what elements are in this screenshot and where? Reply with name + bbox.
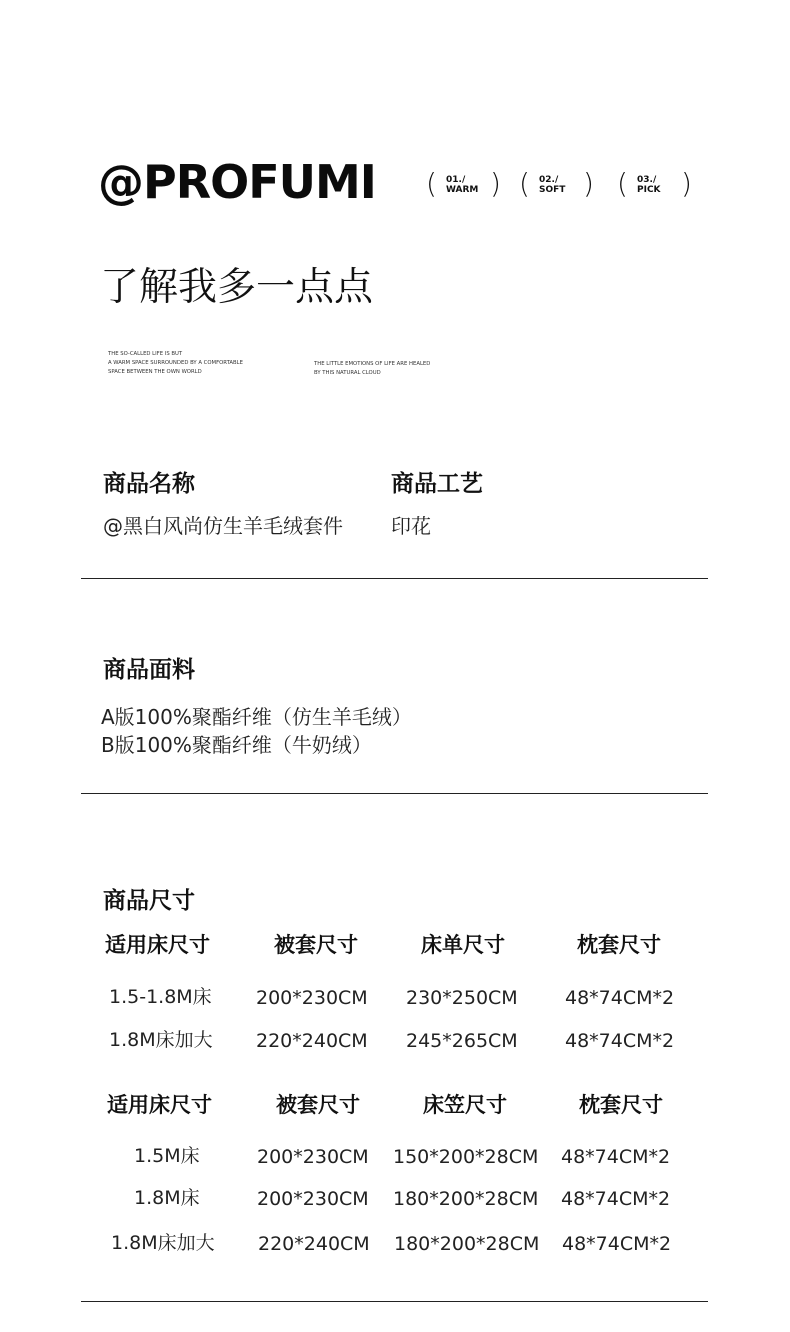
right-bracket: ): [490, 167, 501, 200]
table-cell: 1.5M床: [134, 1145, 200, 1167]
table-cell: 180*200*28CM: [394, 1233, 540, 1255]
table-cell: 200*230CM: [257, 1146, 369, 1168]
product-craft-value: 印花: [391, 514, 431, 538]
size-label: 商品尺寸: [103, 888, 195, 914]
divider: [81, 1301, 708, 1302]
table-header: 适用床尺寸: [105, 933, 210, 957]
product-name-value: @黑白风尚仿生羊毛绒套件: [103, 514, 343, 538]
right-bracket: ): [681, 167, 692, 200]
left-bracket: (: [426, 167, 437, 200]
table-cell: 220*240CM: [256, 1030, 368, 1052]
table-header: 适用床尺寸: [107, 1093, 212, 1117]
table-cell: 1.8M床加大: [111, 1232, 215, 1254]
tagline-right: THE LITTLE EMOTIONS OF LIFE ARE HEALED BY THIS NATURAL CLOUD: [314, 361, 431, 376]
fabric-line-a: A版100%聚酯纤维（仿生羊毛绒）: [101, 705, 412, 729]
table-cell: 48*74CM*2: [561, 1146, 671, 1168]
table-cell: 200*230CM: [257, 1188, 369, 1210]
fabric-label: 商品面料: [103, 657, 195, 683]
tag-label: 01./ WARM: [446, 175, 479, 195]
tag-soft: [519, 168, 593, 202]
tag-label: 02./ SOFT: [539, 175, 566, 195]
table-cell: 220*240CM: [258, 1233, 370, 1255]
tagline-left: THE SO-CALLED LIFE IS BUT A WARM SPACE SURROUNDED BY A COMFORTABLE SPACE BETWEEN THE OWN WORLD: [108, 351, 243, 375]
table-cell: 1.8M床: [134, 1187, 200, 1209]
table-cell: 48*74CM*2: [565, 987, 675, 1009]
product-name-label: 商品名称: [103, 471, 195, 497]
table-cell: 48*74CM*2: [565, 1030, 675, 1052]
table-cell: 245*265CM: [406, 1030, 518, 1052]
table-cell: 200*230CM: [256, 987, 368, 1009]
right-bracket: ): [583, 167, 594, 200]
table-header: 床笠尺寸: [423, 1093, 507, 1117]
table-header: 枕套尺寸: [577, 933, 661, 957]
tag-pick: [617, 168, 691, 202]
divider: [81, 578, 708, 579]
tag-label: 03./ PICK: [637, 175, 661, 195]
left-bracket: (: [617, 167, 628, 200]
table-header: 床单尺寸: [421, 933, 505, 957]
table-cell: 150*200*28CM: [393, 1146, 539, 1168]
brand-logo-text: @PROFUMI: [98, 155, 376, 209]
table-cell: 180*200*28CM: [393, 1188, 539, 1210]
table-header: 被套尺寸: [274, 933, 358, 957]
table-header: 枕套尺寸: [579, 1093, 663, 1117]
left-bracket: (: [519, 167, 530, 200]
product-craft-label: 商品工艺: [391, 471, 483, 497]
divider: [81, 793, 708, 794]
table-cell: 48*74CM*2: [562, 1233, 672, 1255]
headline: 了解我多一点点: [100, 265, 374, 310]
fabric-line-b: B版100%聚酯纤维（牛奶绒）: [101, 733, 372, 757]
table-cell: 230*250CM: [406, 987, 518, 1009]
table-cell: 1.8M床加大: [109, 1029, 213, 1051]
table-cell: 48*74CM*2: [561, 1188, 671, 1210]
tag-warm: [426, 168, 500, 202]
table-header: 被套尺寸: [276, 1093, 360, 1117]
table-cell: 1.5-1.8M床: [109, 986, 212, 1008]
